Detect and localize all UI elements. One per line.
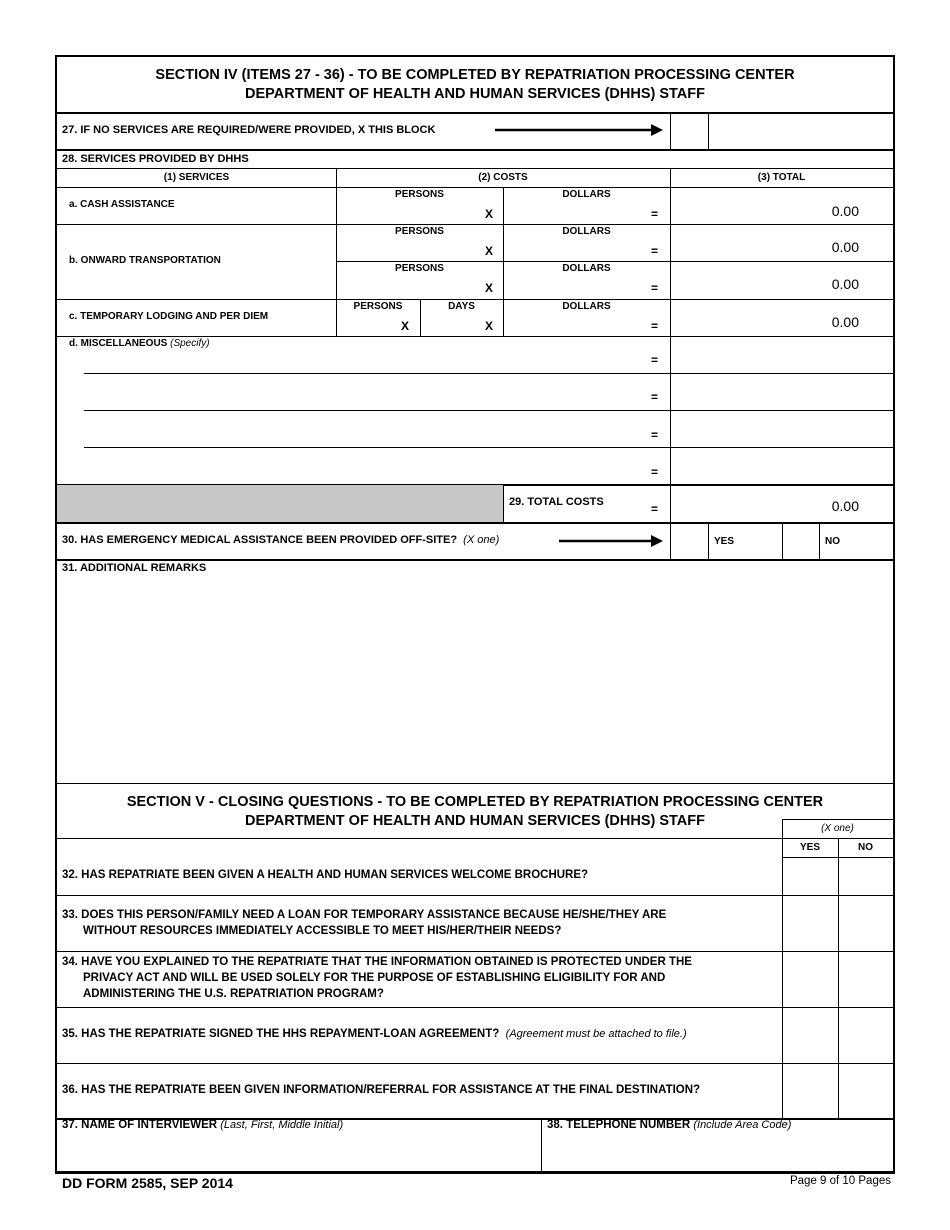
question-35-text: 35. HAS THE REPATRIATE SIGNED THE HHS REPAYMENT-LOAN AGREEMENT? [62,1028,500,1040]
q36-yes-checkbox[interactable] [783,1064,837,1118]
persons-label: PERSONS [395,263,444,274]
row-a-total[interactable]: 0.00 [831,203,859,219]
question-34 [62,954,692,1002]
dollars-label: DOLLARS [562,226,611,237]
q36-no-checkbox[interactable] [839,1064,893,1118]
divider [708,523,709,560]
arrow-right-icon [495,124,665,136]
question-33-line1: 33. DOES THIS PERSON/FAMILY NEED A LOAN FOR TEMPORARY ASSISTANCE BECAUSE HE/SHE/THEY ARE [62,909,667,921]
item30-label-text: 30. HAS EMERGENCY MEDICAL ASSISTANCE BEEN PROVIDED OFF-SITE? [62,534,458,546]
q34-no-checkbox[interactable] [839,952,893,1006]
question-32: 32. HAS REPATRIATE BEEN GIVEN A HEALTH AND HUMAN SERVICES WELCOME BROCHURE? [62,869,589,881]
section5-title-line2: DEPARTMENT OF HEALTH AND HUMAN SERVICES (DHHS) STAFF [245,813,705,829]
persons-label: PERSONS [395,189,444,200]
equals-sign: = [651,353,659,367]
equals-sign: = [651,502,659,516]
shaded-block [57,485,503,522]
yes-header: YES [799,842,820,853]
divider [57,149,893,151]
divider [541,1119,542,1174]
x-one-hint: (X one) [821,823,854,834]
row-d-specify-hint: (Specify) [170,338,210,349]
divider [57,224,893,225]
col-costs-header: (2) COSTS [478,172,528,183]
q35-no-checkbox[interactable] [839,1008,893,1062]
row-a-label: a. CASH ASSISTANCE [69,199,175,210]
item38-hint: (Include Area Code) [693,1119,792,1131]
divider [57,299,893,300]
divider [57,522,893,524]
equals-sign: = [651,207,659,221]
item37-label [62,1119,343,1131]
row-b-label: b. ONWARD TRANSPORTATION [69,255,221,266]
dollars-label: DOLLARS [562,189,611,200]
equals-sign: = [651,465,659,479]
interviewer-name-field[interactable] [61,1135,537,1171]
item37-hint: (Last, First, Middle Initial) [220,1119,344,1131]
row-d-label [69,338,210,349]
remarks-area[interactable] [59,579,891,781]
item31-label: 31. ADDITIONAL REMARKS [62,562,207,574]
divider [670,168,671,522]
q32-no-checkbox[interactable] [839,858,893,894]
question-34-line1: 34. HAVE YOU EXPLAINED TO THE REPATRIATE THAT THE INFORMATION OBTAINED IS PROTECTED UNDER THE [62,956,692,968]
telephone-field[interactable] [545,1135,889,1171]
arrow-right-icon [559,535,665,547]
row-d-label-text: d. MISCELLANEOUS [69,338,168,349]
item29-label: 29. TOTAL COSTS [509,496,604,508]
row-c-total[interactable]: 0.00 [831,314,859,330]
multiply-sign: X [485,244,494,258]
question-33-line2: WITHOUT RESOURCES IMMEDIATELY ACCESSIBLE TO MEET HIS/HER/THEIR NEEDS? [83,925,562,937]
divider [57,336,893,337]
q34-yes-checkbox[interactable] [783,952,837,1006]
persons-label: PERSONS [395,226,444,237]
divider [57,168,893,169]
persons-label: PERSONS [353,301,403,312]
multiply-sign: X [485,319,494,333]
multiply-sign: X [485,207,494,221]
row-b-total-2[interactable]: 0.00 [831,276,859,292]
divider [670,447,893,448]
item27-checkbox[interactable] [671,114,707,149]
question-34-line3: ADMINISTERING THE U.S. REPATRIATION PROGRAM? [83,988,384,1000]
divider [57,187,893,188]
form-id: DD FORM 2585, SEP 2014 [62,1175,233,1191]
row-b-total-1[interactable]: 0.00 [831,239,859,255]
q33-no-checkbox[interactable] [839,896,893,950]
item28-label: 28. SERVICES PROVIDED BY DHHS [62,153,249,165]
col-total-header: (3) TOTAL [757,172,806,183]
question-34-line2: PRIVACY ACT AND WILL BE USED SOLELY FOR THE PURPOSE OF ESTABLISHING ELIGIBILITY FOR AND [83,972,666,984]
item30-yes-checkbox[interactable] [671,524,707,559]
item27-label: 27. IF NO SERVICES ARE REQUIRED/WERE PROVIDED, X THIS BLOCK [62,124,436,136]
page-number: Page 9 of 10 Pages [789,1175,891,1187]
divider [57,895,893,896]
col-services-header: (1) SERVICES [163,172,230,183]
multiply-sign: X [485,281,494,295]
item37-label-text: 37. NAME OF INTERVIEWER [62,1119,218,1131]
equals-sign: = [651,428,659,442]
misc-line-1[interactable] [84,373,670,374]
equals-sign: = [651,244,659,258]
item30-yes-label: YES [714,536,735,547]
form-container [55,55,895,1174]
item38-label [547,1119,791,1131]
divider [57,559,893,561]
multiply-sign: X [401,319,410,333]
q32-yes-checkbox[interactable] [783,858,837,894]
q35-yes-checkbox[interactable] [783,1008,837,1062]
divider [819,523,820,560]
no-header: NO [858,842,873,853]
item30-hint: (X one) [463,534,500,546]
section4-title-line2: DEPARTMENT OF HEALTH AND HUMAN SERVICES (DHHS) STAFF [245,86,705,102]
item30-no-label: NO [825,536,840,547]
divider [336,261,893,262]
equals-sign: = [651,281,659,295]
divider [57,112,893,114]
equals-sign: = [651,319,659,333]
misc-line-3[interactable] [84,447,670,448]
divider [782,819,893,820]
item30-label [62,534,499,546]
divider [503,485,504,522]
equals-sign: = [651,390,659,404]
row-c-label: c. TEMPORARY LODGING AND PER DIEM [69,311,269,322]
dollars-label: DOLLARS [562,301,611,312]
divider [57,1007,893,1008]
divider [57,951,893,952]
misc-line-2[interactable] [84,410,670,411]
question-35-hint: (Agreement must be attached to file.) [505,1028,687,1040]
item29-total[interactable]: 0.00 [831,498,859,514]
divider [708,113,709,150]
q33-yes-checkbox[interactable] [783,896,837,950]
divider [670,373,893,374]
days-label: DAYS [448,301,475,312]
question-33 [62,907,666,939]
question-35 [62,1026,687,1042]
question-36: 36. HAS THE REPATRIATE BEEN GIVEN INFORMATION/REFERRAL FOR ASSISTANCE AT THE FINAL DESTINATION? [62,1084,701,1096]
item30-no-checkbox[interactable] [783,524,818,559]
section5-title-line1: SECTION V - CLOSING QUESTIONS - TO BE COMPLETED BY REPATRIATION PROCESSING CENTER [126,794,824,810]
section4-title-line1: SECTION IV (ITEMS 27 - 36) - TO BE COMPLETED BY REPATRIATION PROCESSING CENTER [155,67,795,83]
divider [57,838,893,839]
dollars-label: DOLLARS [562,263,611,274]
divider [670,410,893,411]
item38-label-text: 38. TELEPHONE NUMBER [547,1119,691,1131]
divider [57,1063,893,1064]
divider [57,783,893,784]
